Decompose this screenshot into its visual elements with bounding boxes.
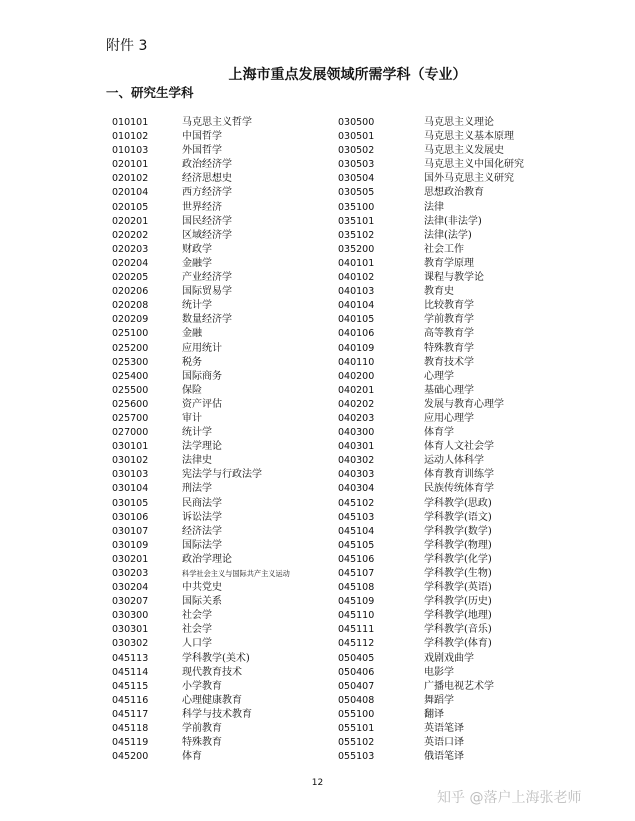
subject-row — [112, 680, 290, 694]
watermark: 知乎 @落户上海张老师 — [437, 790, 582, 806]
subject-name: 社会学 — [182, 610, 212, 622]
subject-name: 政治经济学 — [182, 159, 232, 171]
subject-row — [112, 186, 290, 200]
subject-name: 税务 — [182, 356, 202, 368]
subject-code: 030109 — [112, 539, 149, 551]
subject-name: 体育学 — [424, 427, 454, 439]
subject-code: 010102 — [112, 131, 149, 143]
subject-code: 030203 — [112, 568, 149, 579]
subject-row — [338, 652, 524, 666]
subject-name: 民族传统体育学 — [424, 483, 494, 495]
subject-row — [112, 722, 290, 736]
subject-row — [112, 342, 290, 356]
subject-code: 030301 — [112, 624, 149, 636]
subject-name: 学科教学(地理) — [424, 610, 492, 622]
subject-row — [112, 482, 290, 496]
subject-row — [338, 553, 524, 567]
subject-name: 学前教育学 — [424, 314, 474, 326]
subject-code: 020202 — [112, 229, 149, 241]
subject-row — [338, 511, 524, 525]
subject-code: 030502 — [338, 145, 375, 157]
subject-code: 040300 — [338, 427, 375, 439]
subject-name: 学科教学(语文) — [424, 511, 492, 523]
subject-row — [112, 201, 290, 215]
page-number: 12 — [311, 778, 324, 788]
subject-row — [112, 327, 290, 341]
subject-name: 马克思主义哲学 — [182, 117, 252, 128]
subject-name: 应用心理学 — [424, 412, 474, 424]
subject-row — [338, 666, 524, 680]
subject-row — [112, 525, 290, 539]
subject-name: 体育人文社会学 — [424, 441, 494, 453]
subject-name: 戏剧戏曲学 — [424, 652, 474, 664]
subject-row — [338, 398, 524, 412]
subject-name: 英语口译 — [424, 737, 464, 749]
subject-code: 020205 — [112, 272, 149, 284]
subject-code: 050405 — [338, 652, 375, 664]
subject-row — [112, 271, 290, 285]
subject-name: 国际商务 — [182, 370, 222, 382]
subject-code: 040301 — [338, 441, 375, 453]
subject-row — [338, 454, 524, 468]
subject-code: 030500 — [338, 117, 375, 128]
subject-row — [338, 313, 524, 327]
subject-name: 社会学 — [182, 624, 212, 636]
subject-code: 025600 — [112, 398, 149, 410]
subject-code: 030204 — [112, 582, 149, 594]
subject-code: 055103 — [338, 751, 375, 763]
subject-row — [338, 285, 524, 299]
subject-name: 学科教学(生物) — [424, 568, 492, 579]
subject-row — [338, 299, 524, 313]
subject-code: 020201 — [112, 215, 149, 227]
subject-name: 广播电视艺术学 — [424, 680, 494, 692]
subject-name: 人口学 — [182, 638, 212, 650]
subject-code: 030107 — [112, 525, 149, 537]
subject-name: 学科教学(英语) — [424, 582, 492, 594]
subject-name: 国外马克思主义研究 — [424, 173, 514, 185]
subject-row — [338, 384, 524, 398]
subject-row — [112, 595, 290, 609]
subject-row — [338, 722, 524, 736]
subject-row — [338, 243, 524, 257]
subject-name: 特殊教育学 — [424, 342, 474, 354]
subject-row — [338, 172, 524, 186]
subject-row — [112, 539, 290, 553]
subject-code: 030101 — [112, 441, 149, 453]
subject-code: 020206 — [112, 286, 149, 298]
subject-name: 学科教学(化学) — [424, 553, 492, 565]
subject-row — [338, 370, 524, 384]
subject-row — [112, 229, 290, 243]
subject-row — [112, 215, 290, 229]
subject-code: 030207 — [112, 596, 149, 608]
subject-name: 马克思主义中国化研究 — [424, 159, 524, 171]
subject-row — [338, 482, 524, 496]
subject-code: 040101 — [338, 257, 375, 269]
subject-row — [112, 581, 290, 595]
subject-code: 020208 — [112, 300, 149, 312]
subject-code: 045116 — [112, 694, 149, 706]
left-subject-column — [112, 116, 290, 764]
subject-name: 保险 — [182, 384, 202, 396]
subject-name: 教育技术学 — [424, 356, 474, 368]
subject-code: 020209 — [112, 314, 149, 326]
subject-row — [112, 454, 290, 468]
subject-code: 025400 — [112, 370, 149, 382]
subject-code: 030504 — [338, 173, 375, 185]
subject-row — [338, 229, 524, 243]
subject-code: 040201 — [338, 384, 375, 396]
subject-row — [338, 356, 524, 370]
subject-row — [338, 158, 524, 172]
subject-code: 030302 — [112, 638, 149, 650]
subject-code: 040106 — [338, 328, 375, 340]
subject-name: 民商法学 — [182, 497, 222, 509]
document-title: 上海市重点发展领域所需学科（专业） — [228, 67, 467, 83]
subject-name: 现代教育技术 — [182, 666, 242, 678]
subject-row — [112, 426, 290, 440]
subject-row — [112, 398, 290, 412]
subject-row — [112, 708, 290, 722]
subject-row — [112, 652, 290, 666]
subject-name: 应用统计 — [182, 342, 222, 354]
subject-name: 英语笔译 — [424, 723, 464, 735]
subject-row — [338, 708, 524, 722]
subject-name: 国际贸易学 — [182, 286, 232, 298]
subject-name: 法律 — [424, 201, 444, 213]
subject-code: 025100 — [112, 328, 149, 340]
subject-code: 045109 — [338, 596, 375, 608]
subject-row — [338, 201, 524, 215]
subject-row — [112, 511, 290, 525]
subject-row — [112, 750, 290, 764]
subject-name: 教育史 — [424, 286, 454, 298]
subject-name: 学科教学(物理) — [424, 539, 492, 551]
subject-code: 050407 — [338, 680, 375, 692]
subject-code: 030501 — [338, 131, 375, 143]
subject-row — [112, 694, 290, 708]
subject-row — [338, 327, 524, 341]
subject-name: 刑法学 — [182, 483, 212, 495]
subject-row — [112, 412, 290, 426]
subject-code: 045200 — [112, 751, 149, 763]
subject-name: 中共党史 — [182, 582, 222, 594]
subject-row — [112, 497, 290, 511]
subject-name: 俄语笔译 — [424, 751, 464, 763]
subject-name: 科学社会主义与国际共产主义运动 — [182, 569, 290, 578]
subject-row — [338, 623, 524, 637]
subject-code: 040109 — [338, 342, 375, 354]
subject-code: 045114 — [112, 666, 149, 678]
subject-name: 小学教育 — [182, 680, 222, 692]
subject-name: 舞蹈学 — [424, 694, 454, 706]
subject-row — [112, 623, 290, 637]
subject-name: 法律史 — [182, 455, 212, 467]
subject-code: 030103 — [112, 469, 149, 481]
subject-row — [338, 637, 524, 651]
subject-row — [112, 285, 290, 299]
subject-code: 030105 — [112, 497, 149, 509]
subject-name: 政治学理论 — [182, 553, 232, 565]
subject-code: 030503 — [338, 159, 375, 171]
subject-row — [338, 116, 524, 130]
subject-row — [338, 581, 524, 595]
subject-name: 宪法学与行政法学 — [182, 469, 262, 481]
subject-name: 电影学 — [424, 666, 454, 678]
subject-row — [112, 567, 290, 581]
subject-code: 030300 — [112, 610, 149, 622]
subject-row — [112, 637, 290, 651]
subject-name: 统计学 — [182, 427, 212, 439]
subject-name: 金融 — [182, 328, 202, 340]
subject-name: 数量经济学 — [182, 314, 232, 326]
subject-name: 马克思主义发展史 — [424, 145, 504, 157]
subject-row — [338, 609, 524, 623]
subject-code: 020203 — [112, 243, 149, 255]
subject-row — [338, 186, 524, 200]
subject-name: 诉讼法学 — [182, 511, 222, 523]
subject-code: 030505 — [338, 187, 375, 199]
subject-name: 学前教育 — [182, 723, 222, 735]
subject-row — [112, 468, 290, 482]
subject-row — [338, 468, 524, 482]
subject-row — [338, 497, 524, 511]
subject-row — [338, 130, 524, 144]
subject-name: 运动人体科学 — [424, 455, 484, 467]
subject-name: 国际法学 — [182, 539, 222, 551]
subject-row — [338, 215, 524, 229]
subject-row — [338, 539, 524, 553]
subject-name: 学科教学(数学) — [424, 525, 492, 537]
subject-name: 统计学 — [182, 300, 212, 312]
subject-code: 040202 — [338, 398, 375, 410]
subject-row — [112, 158, 290, 172]
subject-name: 法学理论 — [182, 441, 222, 453]
subject-row — [112, 384, 290, 398]
subject-row — [112, 440, 290, 454]
subject-row — [112, 116, 290, 130]
subject-code: 045106 — [338, 553, 375, 565]
subject-name: 体育教育训练学 — [424, 469, 494, 481]
subject-code: 055101 — [338, 723, 375, 735]
subject-row — [338, 426, 524, 440]
subject-row — [112, 356, 290, 370]
subject-code: 035100 — [338, 201, 375, 213]
subject-row — [112, 243, 290, 257]
subject-name: 心理学 — [424, 370, 454, 382]
subject-row — [112, 299, 290, 313]
subject-row — [112, 609, 290, 623]
subject-code: 025700 — [112, 412, 149, 424]
subject-name: 学科教学(历史) — [424, 596, 492, 608]
subject-row — [338, 736, 524, 750]
subject-name: 基础心理学 — [424, 384, 474, 396]
subject-code: 045112 — [338, 638, 375, 650]
subject-name: 科学与技术教育 — [182, 708, 252, 720]
subject-code: 030106 — [112, 511, 149, 523]
subject-name: 区域经济学 — [182, 229, 232, 241]
subject-name: 金融学 — [182, 257, 212, 269]
subject-row — [112, 553, 290, 567]
subject-name: 特殊教育 — [182, 737, 222, 749]
subject-code: 025500 — [112, 384, 149, 396]
right-subject-column — [338, 116, 524, 764]
subject-name: 思想政治教育 — [424, 187, 484, 199]
subject-name: 教育学原理 — [424, 257, 474, 269]
subject-code: 035101 — [338, 215, 375, 227]
subject-code: 040304 — [338, 483, 375, 495]
subject-code: 055100 — [338, 708, 375, 720]
subject-row — [338, 412, 524, 426]
subject-code: 050406 — [338, 666, 375, 678]
subject-code: 027000 — [112, 427, 149, 439]
subject-name: 国民经济学 — [182, 215, 232, 227]
subject-code: 045117 — [112, 708, 149, 720]
subject-code: 050408 — [338, 694, 375, 706]
subject-code: 040110 — [338, 356, 375, 368]
subject-code: 040104 — [338, 300, 375, 312]
subject-name: 资产评估 — [182, 398, 222, 410]
subject-row — [338, 595, 524, 609]
subject-code: 035102 — [338, 229, 375, 241]
subject-row — [112, 313, 290, 327]
subject-name: 心理健康教育 — [182, 694, 242, 706]
subject-code: 045105 — [338, 539, 375, 551]
subject-code: 045104 — [338, 525, 375, 537]
section-heading: 一、研究生学科 — [106, 85, 194, 100]
subject-code: 040203 — [338, 412, 375, 424]
subject-name: 学科教学(思政) — [424, 497, 492, 509]
subject-code: 045110 — [338, 610, 375, 622]
subject-code: 020105 — [112, 201, 149, 213]
subject-row — [338, 271, 524, 285]
subject-name: 中国哲学 — [182, 131, 222, 143]
subject-name: 课程与教学论 — [424, 272, 484, 284]
subject-name: 产业经济学 — [182, 272, 232, 284]
subject-code: 020204 — [112, 257, 149, 269]
subject-code: 040102 — [338, 272, 375, 284]
subject-code: 025200 — [112, 342, 149, 354]
subject-code: 020104 — [112, 187, 149, 199]
subject-code: 045119 — [112, 737, 149, 749]
subject-row — [338, 525, 524, 539]
subject-name: 学科教学(音乐) — [424, 624, 492, 636]
subject-name: 西方经济学 — [182, 187, 232, 199]
subject-code: 045108 — [338, 582, 375, 594]
subject-code: 045115 — [112, 680, 149, 692]
subject-row — [338, 680, 524, 694]
subject-name: 审计 — [182, 412, 202, 424]
subject-name: 高等教育学 — [424, 328, 474, 340]
subject-code: 035200 — [338, 243, 375, 255]
attachment-label: 附件 3 — [106, 38, 148, 54]
subject-code: 010101 — [112, 117, 149, 128]
subject-row — [338, 440, 524, 454]
subject-code: 020101 — [112, 159, 149, 171]
subject-code: 020102 — [112, 173, 149, 185]
subject-name: 马克思主义基本原理 — [424, 131, 514, 143]
subject-row — [338, 342, 524, 356]
subject-code: 040303 — [338, 469, 375, 481]
subject-name: 学科教学(体育) — [424, 638, 492, 650]
subject-row — [338, 694, 524, 708]
subject-name: 外国哲学 — [182, 145, 222, 157]
subject-row — [112, 172, 290, 186]
subject-name: 国际关系 — [182, 596, 222, 608]
subject-name: 发展与教育心理学 — [424, 398, 504, 410]
subject-row — [112, 370, 290, 384]
subject-name: 体育 — [182, 751, 202, 763]
subject-row — [338, 257, 524, 271]
subject-code: 030201 — [112, 553, 149, 565]
subject-code: 010103 — [112, 145, 149, 157]
subject-row — [112, 144, 290, 158]
subject-name: 财政学 — [182, 243, 212, 255]
subject-row — [338, 750, 524, 764]
subject-row — [112, 130, 290, 144]
subject-code: 045113 — [112, 652, 149, 664]
subject-row — [338, 567, 524, 581]
subject-row — [338, 144, 524, 158]
subject-row — [112, 257, 290, 271]
subject-code: 025300 — [112, 356, 149, 368]
subject-code: 040302 — [338, 455, 375, 467]
subject-code: 040105 — [338, 314, 375, 326]
subject-code: 045118 — [112, 723, 149, 735]
subject-name: 经济思想史 — [182, 173, 232, 185]
subject-code: 030104 — [112, 483, 149, 495]
subject-code: 030102 — [112, 455, 149, 467]
subject-code: 045102 — [338, 497, 375, 509]
subject-name: 比较教育学 — [424, 300, 474, 312]
subject-code: 045103 — [338, 511, 375, 523]
subject-code: 045111 — [338, 624, 375, 636]
subject-code: 055102 — [338, 737, 375, 749]
subject-code: 045107 — [338, 568, 375, 579]
subject-name: 经济法学 — [182, 525, 222, 537]
subject-row — [112, 666, 290, 680]
subject-name: 社会工作 — [424, 243, 464, 255]
subject-name: 学科教学(美术) — [182, 652, 250, 664]
subject-code: 040200 — [338, 370, 375, 382]
subject-name: 世界经济 — [182, 201, 222, 213]
subject-row — [112, 736, 290, 750]
subject-name: 马克思主义理论 — [424, 117, 494, 128]
subject-code: 040103 — [338, 286, 375, 298]
subject-name: 翻译 — [424, 708, 444, 720]
subject-name: 法律(法学) — [424, 229, 472, 241]
subject-name: 法律(非法学) — [424, 215, 482, 227]
